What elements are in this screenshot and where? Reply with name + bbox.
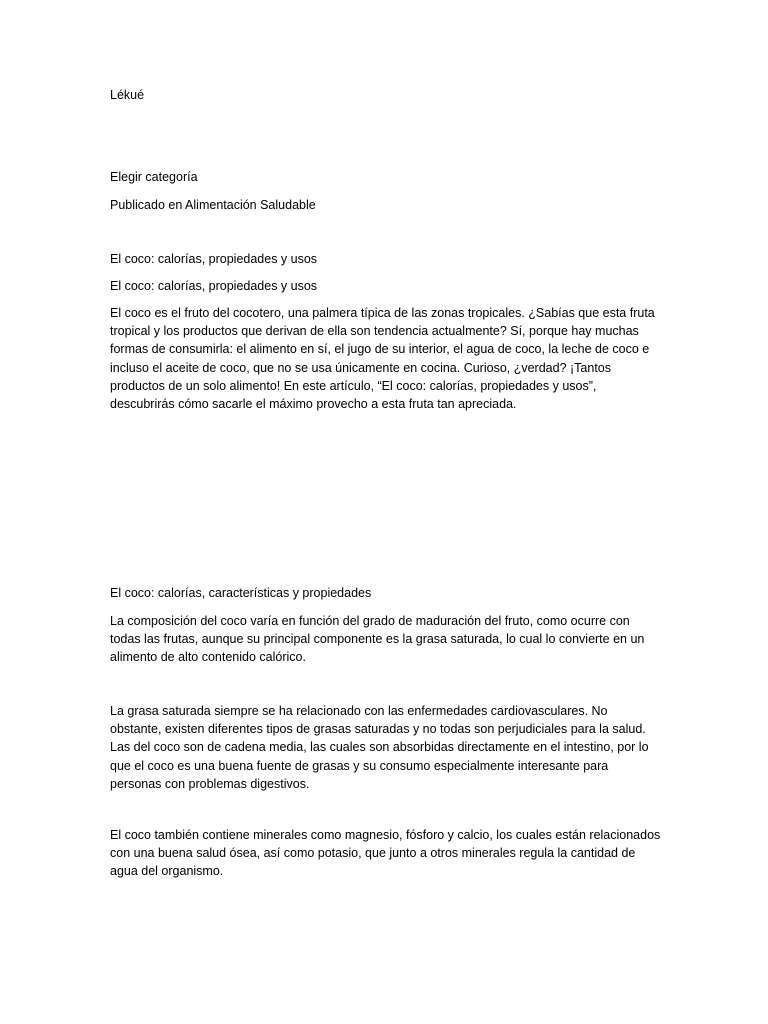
- intro-paragraph: El coco es el fruto del cocotero, una palmera típica de las zonas tropicales. ¿Sabías que esta fruta tropical y los productos que derivan de ella son tendencia actualmente? Sí, porque hay muchas formas de consumirla: el alimento en sí, el jugo de su interior, el agua de coco, la leche de coco e incluso el aceite de coco, que no se usa únicamente en cocina. Curioso, ¿verdad? ¡Tantos productos de un solo alimento! En este artículo, “El coco: calorías, propiedades y usos”, descubrirás cómo sacarle el máximo provecho a esta fruta tan apreciada.: [110, 306, 655, 412]
- article-title: El coco: calorías, propiedades y usos: [110, 252, 318, 266]
- published-label: Publicado en Alimentación Saludable: [110, 198, 316, 212]
- composition-paragraph: La composición del coco varía en función del grado de maduración del fruto, como ocurre con todas las frutas, aunque su principal componente es la grasa saturada, lo cual lo convierte en un alimento de alto contenido calórico.: [110, 614, 645, 665]
- category-label: Elegir categoría: [110, 170, 198, 184]
- minerals-paragraph: El coco también contiene minerales como magnesio, fósforo y calcio, los cuales están relacionados con una buena salud ósea, así como potasio, que junto a otros minerales regula la cantidad de agua del organismo.: [110, 828, 661, 879]
- brand-name: Lékué: [110, 88, 145, 102]
- section-heading: El coco: calorías, características y propiedades: [110, 586, 372, 600]
- fat-paragraph: La grasa saturada siempre se ha relacionado con las enfermedades cardiovasculares. No obstante, existen diferentes tipos de grasas saturadas y no todas son perjudiciales para la salud. Las del coco son de cadena media, las cuales son absorbidas directamente en el intestino, por lo que el coco es una buena fuente de grasas y su consumo especialmente interesante para personas con problemas digestivos.: [110, 704, 649, 791]
- article-title-repeat: El coco: calorías, propiedades y usos: [110, 279, 318, 293]
